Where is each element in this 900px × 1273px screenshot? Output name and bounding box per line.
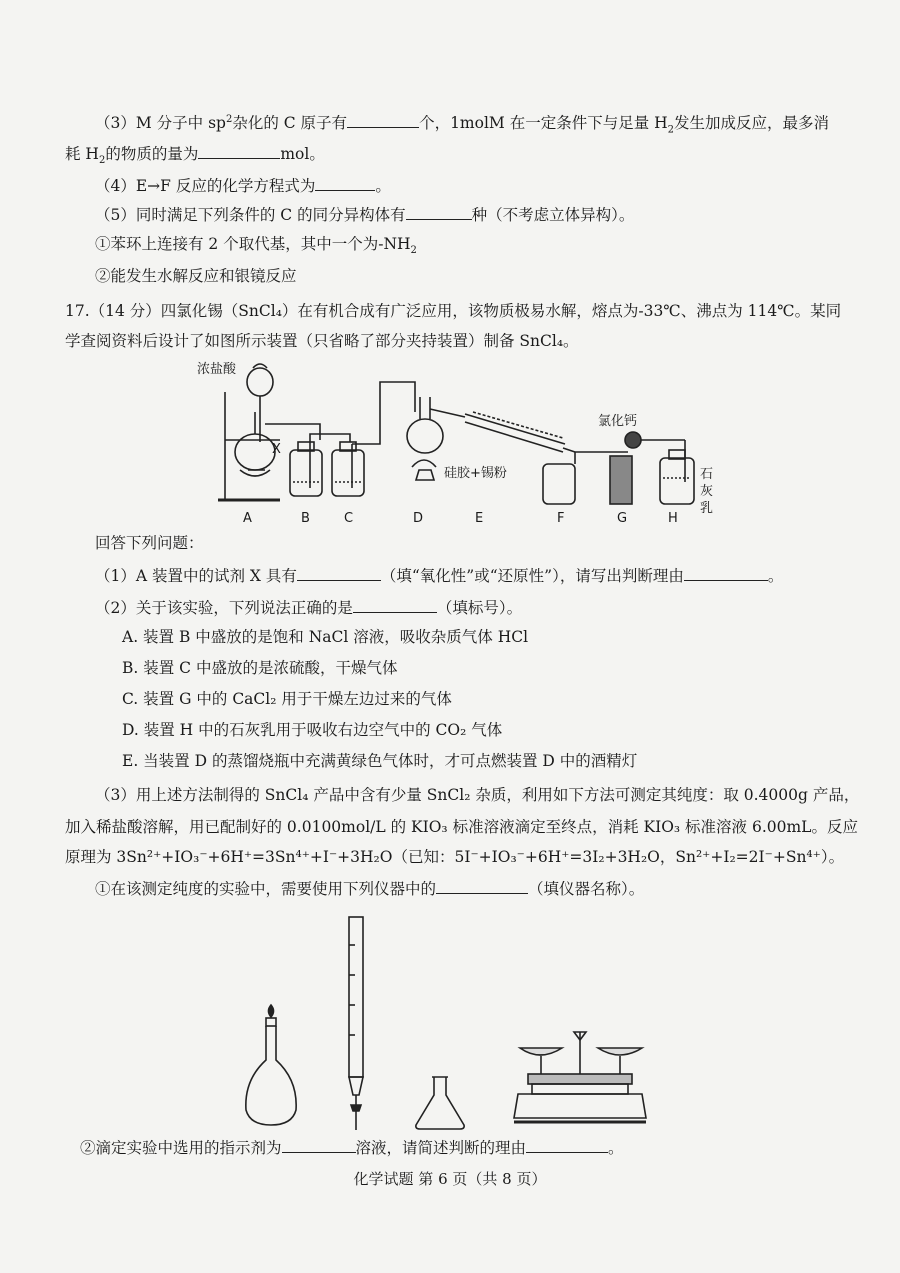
q17-part3-line3: 原理为 3Sn²⁺+IO₃⁻+6H⁺=3Sn⁴⁺+I⁻+3H₂O（已知：5I⁻+IO₃⁻+6H⁺=3I₂+3H₂O，Sn²⁺+I₂=2I⁻+Sn⁴⁺）。 (65, 848, 845, 866)
apparatus-letter-g: G (617, 511, 628, 526)
q16-condition-1: ①苯环上连接有 2 个取代基，其中一个为$-NH_2$ (95, 235, 417, 257)
option-c: C. 装置 G 中的 CaCl₂ 用于干燥左边过来的气体 (122, 690, 452, 708)
apparatus-letter-h: H (668, 511, 678, 526)
q17-intro-line1: 17.（14 分）四氯化锡（SnCl₄）在有机合成有广泛应用，该物质极易水解，熔点为-33℃、沸点为 114℃。某同 (65, 302, 842, 320)
apparatus-h (660, 450, 694, 504)
q17-part3-line2: 加入稀盐酸溶解，用已配制好的 0.0100mol/L 的 KIO₃ 标准溶液滴定至终点，消耗 KIO₃ 标准溶液 6.00mL。反应 (65, 818, 858, 836)
apparatus-letter-f: F (557, 511, 565, 526)
apparatus-f (543, 452, 610, 504)
conical-flask-drawing (410, 1073, 470, 1133)
apparatus-letter-d: D (413, 511, 424, 526)
q16-part3-line2: 耗 $H_2$的物质的量为 mol。 (65, 145, 325, 167)
answer-blank[interactable] (406, 204, 472, 220)
q16-part4: （4）E→F 反应的化学方程式为 。 (95, 177, 391, 195)
volumetric-flask-drawing (236, 1000, 306, 1130)
q16-part5: （5）同时满足下列条件的 C 的同分异构体有 种（不考虑立体异构）。 (95, 206, 635, 224)
q17-intro-line2: 学查阅资料后设计了如图所示装置（只省略了部分夹持装置）制备 SnCl₄。 (65, 332, 579, 350)
apparatus-c (310, 382, 415, 496)
answer-blank[interactable] (297, 565, 381, 581)
q16-part3-line1: （3）M 分子中 $sp^2$杂化的 C 原子有 个，1molM 在一定条件下与足量 $H_2$发生加成反应，最多消 (95, 114, 830, 136)
apparatus-diagram (180, 352, 900, 522)
q17-part3-line1: （3）用上述方法制得的 SnCl₄ 产品中含有少量 SnCl₂ 杂质，利用如下方法可测定其纯度：取 0.4000g 产品， (95, 786, 860, 804)
answer-blank[interactable] (282, 1137, 356, 1153)
label-lime-2: 灰 (700, 484, 714, 499)
answer-blank[interactable] (315, 175, 375, 191)
answer-blank[interactable] (684, 565, 768, 581)
option-b: B. 装置 C 中盛放的是浓硫酸，干燥气体 (122, 659, 398, 677)
option-d: D. 装置 H 中的石灰乳用于吸收右边空气中的 CO₂ 气体 (122, 721, 503, 739)
balance-drawing (510, 1028, 650, 1128)
answer-blank[interactable] (353, 597, 437, 613)
q17-sub1: ①在该测定纯度的实验中，需要使用下列仪器中的 （填仪器名称）。 (95, 880, 645, 898)
q17-sub2: ②滴定实验中选用的指示剂为 溶液，请简述判断的理由 。 (80, 1139, 624, 1157)
label-cacl2: 氯化钙 (598, 414, 638, 429)
answer-blank[interactable] (526, 1137, 608, 1153)
option-a: A. 装置 B 中盛放的是饱和 NaCl 溶液，吸收杂质气体 HCl (122, 628, 529, 646)
answer-blank[interactable] (347, 112, 419, 128)
label-silica-tin: 硅胶+锡粉 (444, 466, 507, 481)
apparatus-a (218, 364, 295, 500)
page-footer: 化学试题 第 6 页（共 8 页） (353, 1170, 547, 1188)
answer-blank[interactable] (436, 878, 528, 894)
label-lime-1: 石 (700, 467, 714, 482)
apparatus-letter-b: B (301, 511, 310, 526)
burette-drawing (337, 915, 377, 1135)
label-lime-3: 乳 (700, 501, 714, 516)
answer-blank[interactable] (198, 143, 280, 159)
apparatus-letter-a: A (243, 511, 252, 526)
apparatus-letter-c: C (344, 511, 354, 526)
apparatus-e (465, 412, 575, 452)
apparatus-letter-e: E (475, 511, 484, 526)
answer-prompt: 回答下列问题： (95, 534, 204, 552)
q17-part1: （1）A 装置中的试剂 X 具有 （填“氧化性”或“还原性”），请写出判断理由 。 (95, 567, 784, 585)
apparatus-g (610, 432, 685, 504)
label-concentrated-hcl: 浓盐酸 (197, 362, 237, 377)
q17-part2: （2）关于该实验，下列说法正确的是 （填标号）。 (95, 599, 523, 617)
option-e: E. 当装置 D 的蒸馏烧瓶中充满黄绿色气体时，才可点燃装置 D 中的酒精灯 (122, 752, 638, 770)
q16-condition-2: ②能发生水解反应和银镜反应 (95, 267, 297, 285)
label-x: X (272, 442, 281, 457)
